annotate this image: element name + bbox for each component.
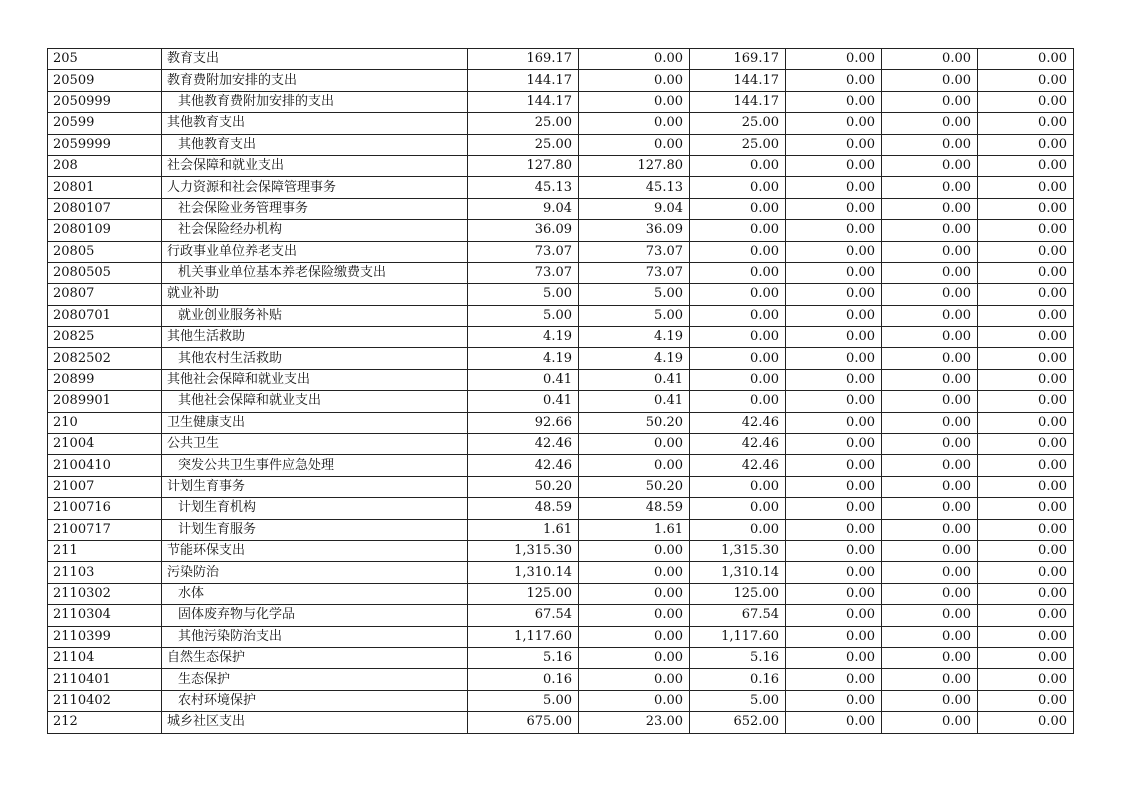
amount-cell: 169.17 bbox=[690, 49, 786, 70]
amount-cell: 45.13 bbox=[579, 177, 690, 198]
amount-cell: 0.00 bbox=[882, 155, 978, 176]
amount-cell: 0.00 bbox=[786, 647, 882, 668]
amount-cell: 0.00 bbox=[690, 241, 786, 262]
amount-cell: 5.00 bbox=[468, 284, 579, 305]
table-row bbox=[48, 155, 1074, 176]
amount-cell: 144.17 bbox=[468, 70, 579, 91]
amount-cell: 0.00 bbox=[882, 498, 978, 519]
amount-cell: 0.00 bbox=[786, 49, 882, 70]
subject-name-cell: 突发公共卫生事件应急处理 bbox=[162, 455, 468, 476]
subject-code-cell: 21007 bbox=[48, 476, 162, 497]
subject-code-cell: 2082502 bbox=[48, 348, 162, 369]
amount-cell: 0.00 bbox=[690, 198, 786, 219]
budget-table-container bbox=[47, 48, 1074, 734]
subject-code-cell: 2110402 bbox=[48, 690, 162, 711]
amount-cell: 0.41 bbox=[579, 369, 690, 390]
amount-cell: 0.00 bbox=[579, 540, 690, 561]
amount-cell: 0.00 bbox=[579, 455, 690, 476]
amount-cell: 50.20 bbox=[468, 476, 579, 497]
subject-name-cell: 就业创业服务补贴 bbox=[162, 305, 468, 326]
amount-cell: 5.00 bbox=[579, 284, 690, 305]
amount-cell: 0.00 bbox=[786, 412, 882, 433]
amount-cell: 92.66 bbox=[468, 412, 579, 433]
amount-cell: 0.00 bbox=[786, 540, 882, 561]
amount-cell: 0.00 bbox=[786, 519, 882, 540]
amount-cell: 25.00 bbox=[690, 134, 786, 155]
amount-cell: 0.00 bbox=[978, 391, 1074, 412]
amount-cell: 0.00 bbox=[786, 91, 882, 112]
amount-cell: 0.00 bbox=[579, 690, 690, 711]
amount-cell: 0.00 bbox=[690, 348, 786, 369]
table-row bbox=[48, 134, 1074, 155]
subject-name-cell: 其他社会保障和就业支出 bbox=[162, 391, 468, 412]
amount-cell: 169.17 bbox=[468, 49, 579, 70]
amount-cell: 0.00 bbox=[882, 412, 978, 433]
amount-cell: 0.00 bbox=[978, 327, 1074, 348]
amount-cell: 0.00 bbox=[786, 305, 882, 326]
subject-code-cell: 20807 bbox=[48, 284, 162, 305]
amount-cell: 4.19 bbox=[468, 348, 579, 369]
amount-cell: 25.00 bbox=[468, 113, 579, 134]
amount-cell: 5.16 bbox=[690, 647, 786, 668]
subject-code-cell: 20509 bbox=[48, 70, 162, 91]
amount-cell: 0.00 bbox=[882, 177, 978, 198]
amount-cell: 0.00 bbox=[978, 434, 1074, 455]
table-row bbox=[48, 690, 1074, 711]
amount-cell: 0.00 bbox=[978, 220, 1074, 241]
subject-name-cell: 社会保障和就业支出 bbox=[162, 155, 468, 176]
table-row bbox=[48, 241, 1074, 262]
amount-cell: 0.00 bbox=[882, 583, 978, 604]
subject-code-cell: 2080107 bbox=[48, 198, 162, 219]
amount-cell: 0.00 bbox=[579, 583, 690, 604]
amount-cell: 0.00 bbox=[882, 198, 978, 219]
table-row bbox=[48, 498, 1074, 519]
amount-cell: 1.61 bbox=[579, 519, 690, 540]
subject-name-cell: 社会保险经办机构 bbox=[162, 220, 468, 241]
amount-cell: 45.13 bbox=[468, 177, 579, 198]
amount-cell: 0.00 bbox=[882, 455, 978, 476]
table-row bbox=[48, 198, 1074, 219]
amount-cell: 0.41 bbox=[468, 369, 579, 390]
amount-cell: 0.41 bbox=[579, 391, 690, 412]
amount-cell: 0.00 bbox=[786, 348, 882, 369]
table-row bbox=[48, 284, 1074, 305]
table-row bbox=[48, 113, 1074, 134]
amount-cell: 0.00 bbox=[882, 540, 978, 561]
amount-cell: 0.00 bbox=[882, 70, 978, 91]
subject-code-cell: 2080109 bbox=[48, 220, 162, 241]
amount-cell: 0.00 bbox=[786, 113, 882, 134]
subject-name-cell: 其他社会保障和就业支出 bbox=[162, 369, 468, 390]
amount-cell: 0.00 bbox=[978, 583, 1074, 604]
budget-table bbox=[47, 48, 1074, 734]
amount-cell: 0.00 bbox=[786, 583, 882, 604]
amount-cell: 125.00 bbox=[468, 583, 579, 604]
subject-name-cell: 机关事业单位基本养老保险缴费支出 bbox=[162, 262, 468, 283]
amount-cell: 0.00 bbox=[978, 498, 1074, 519]
amount-cell: 0.00 bbox=[978, 348, 1074, 369]
subject-code-cell: 2110399 bbox=[48, 626, 162, 647]
amount-cell: 0.00 bbox=[690, 284, 786, 305]
amount-cell: 0.00 bbox=[786, 626, 882, 647]
amount-cell: 25.00 bbox=[690, 113, 786, 134]
amount-cell: 1,310.14 bbox=[468, 562, 579, 583]
amount-cell: 5.00 bbox=[690, 690, 786, 711]
subject-name-cell: 其他教育支出 bbox=[162, 113, 468, 134]
amount-cell: 0.00 bbox=[978, 305, 1074, 326]
amount-cell: 1,117.60 bbox=[468, 626, 579, 647]
subject-name-cell: 水体 bbox=[162, 583, 468, 604]
amount-cell: 0.00 bbox=[579, 669, 690, 690]
table-row bbox=[48, 476, 1074, 497]
table-row bbox=[48, 562, 1074, 583]
amount-cell: 0.00 bbox=[882, 49, 978, 70]
amount-cell: 4.19 bbox=[579, 327, 690, 348]
subject-name-cell: 其他污染防治支出 bbox=[162, 626, 468, 647]
table-row bbox=[48, 669, 1074, 690]
amount-cell: 0.00 bbox=[786, 70, 882, 91]
subject-code-cell: 20899 bbox=[48, 369, 162, 390]
amount-cell: 0.00 bbox=[882, 690, 978, 711]
amount-cell: 1,310.14 bbox=[690, 562, 786, 583]
table-row bbox=[48, 348, 1074, 369]
table-row bbox=[48, 434, 1074, 455]
subject-code-cell: 2110401 bbox=[48, 669, 162, 690]
amount-cell: 144.17 bbox=[468, 91, 579, 112]
amount-cell: 0.16 bbox=[468, 669, 579, 690]
subject-name-cell: 卫生健康支出 bbox=[162, 412, 468, 433]
table-row bbox=[48, 647, 1074, 668]
subject-name-cell: 其他生活救助 bbox=[162, 327, 468, 348]
table-row bbox=[48, 49, 1074, 70]
subject-code-cell: 21104 bbox=[48, 647, 162, 668]
amount-cell: 0.00 bbox=[690, 262, 786, 283]
amount-cell: 0.00 bbox=[882, 562, 978, 583]
amount-cell: 144.17 bbox=[690, 91, 786, 112]
amount-cell: 0.00 bbox=[882, 91, 978, 112]
amount-cell: 0.00 bbox=[978, 262, 1074, 283]
amount-cell: 0.00 bbox=[786, 284, 882, 305]
amount-cell: 127.80 bbox=[468, 155, 579, 176]
amount-cell: 48.59 bbox=[579, 498, 690, 519]
table-row bbox=[48, 626, 1074, 647]
amount-cell: 0.00 bbox=[882, 113, 978, 134]
amount-cell: 0.00 bbox=[978, 455, 1074, 476]
subject-name-cell: 节能环保支出 bbox=[162, 540, 468, 561]
amount-cell: 0.00 bbox=[786, 241, 882, 262]
amount-cell: 0.00 bbox=[690, 327, 786, 348]
amount-cell: 0.00 bbox=[579, 113, 690, 134]
amount-cell: 0.00 bbox=[786, 562, 882, 583]
amount-cell: 0.00 bbox=[690, 177, 786, 198]
amount-cell: 48.59 bbox=[468, 498, 579, 519]
amount-cell: 0.41 bbox=[468, 391, 579, 412]
amount-cell: 5.16 bbox=[468, 647, 579, 668]
subject-name-cell: 教育支出 bbox=[162, 49, 468, 70]
table-row bbox=[48, 540, 1074, 561]
amount-cell: 0.00 bbox=[882, 519, 978, 540]
subject-name-cell: 污染防治 bbox=[162, 562, 468, 583]
amount-cell: 5.00 bbox=[468, 305, 579, 326]
subject-name-cell: 行政事业单位养老支出 bbox=[162, 241, 468, 262]
subject-name-cell: 其他农村生活救助 bbox=[162, 348, 468, 369]
amount-cell: 0.00 bbox=[978, 412, 1074, 433]
subject-code-cell: 2100717 bbox=[48, 519, 162, 540]
subject-name-cell: 公共卫生 bbox=[162, 434, 468, 455]
amount-cell: 0.00 bbox=[978, 91, 1074, 112]
amount-cell: 67.54 bbox=[690, 605, 786, 626]
subject-code-cell: 210 bbox=[48, 412, 162, 433]
amount-cell: 0.00 bbox=[882, 647, 978, 668]
amount-cell: 0.00 bbox=[978, 369, 1074, 390]
amount-cell: 0.00 bbox=[690, 369, 786, 390]
amount-cell: 0.00 bbox=[690, 305, 786, 326]
amount-cell: 0.00 bbox=[978, 177, 1074, 198]
table-row bbox=[48, 583, 1074, 604]
table-row bbox=[48, 391, 1074, 412]
table-row bbox=[48, 220, 1074, 241]
amount-cell: 0.00 bbox=[579, 434, 690, 455]
subject-name-cell: 其他教育支出 bbox=[162, 134, 468, 155]
amount-cell: 0.00 bbox=[978, 519, 1074, 540]
amount-cell: 0.00 bbox=[882, 134, 978, 155]
amount-cell: 9.04 bbox=[468, 198, 579, 219]
table-row bbox=[48, 91, 1074, 112]
subject-code-cell: 2080701 bbox=[48, 305, 162, 326]
subject-code-cell: 205 bbox=[48, 49, 162, 70]
amount-cell: 1,315.30 bbox=[690, 540, 786, 561]
amount-cell: 1,117.60 bbox=[690, 626, 786, 647]
amount-cell: 1,315.30 bbox=[468, 540, 579, 561]
amount-cell: 0.00 bbox=[978, 540, 1074, 561]
table-row bbox=[48, 70, 1074, 91]
subject-code-cell: 20825 bbox=[48, 327, 162, 348]
subject-code-cell: 2050999 bbox=[48, 91, 162, 112]
subject-name-cell: 农村环境保护 bbox=[162, 690, 468, 711]
amount-cell: 0.00 bbox=[978, 647, 1074, 668]
subject-code-cell: 211 bbox=[48, 540, 162, 561]
amount-cell: 0.00 bbox=[978, 605, 1074, 626]
amount-cell: 73.07 bbox=[579, 262, 690, 283]
amount-cell: 9.04 bbox=[579, 198, 690, 219]
subject-name-cell: 生态保护 bbox=[162, 669, 468, 690]
subject-code-cell: 2080505 bbox=[48, 262, 162, 283]
amount-cell: 0.00 bbox=[786, 177, 882, 198]
amount-cell: 0.00 bbox=[579, 70, 690, 91]
table-row bbox=[48, 712, 1074, 733]
amount-cell: 675.00 bbox=[468, 712, 579, 733]
amount-cell: 0.00 bbox=[786, 605, 882, 626]
subject-name-cell: 人力资源和社会保障管理事务 bbox=[162, 177, 468, 198]
amount-cell: 125.00 bbox=[690, 583, 786, 604]
amount-cell: 0.00 bbox=[690, 155, 786, 176]
subject-code-cell: 2110302 bbox=[48, 583, 162, 604]
amount-cell: 0.00 bbox=[978, 70, 1074, 91]
amount-cell: 0.00 bbox=[786, 455, 882, 476]
amount-cell: 0.00 bbox=[690, 391, 786, 412]
amount-cell: 0.00 bbox=[786, 369, 882, 390]
amount-cell: 0.00 bbox=[978, 198, 1074, 219]
subject-name-cell: 城乡社区支出 bbox=[162, 712, 468, 733]
amount-cell: 42.46 bbox=[690, 434, 786, 455]
amount-cell: 73.07 bbox=[468, 262, 579, 283]
amount-cell: 0.00 bbox=[978, 476, 1074, 497]
amount-cell: 0.00 bbox=[690, 498, 786, 519]
amount-cell: 0.00 bbox=[978, 562, 1074, 583]
table-row bbox=[48, 262, 1074, 283]
amount-cell: 0.00 bbox=[978, 712, 1074, 733]
amount-cell: 36.09 bbox=[579, 220, 690, 241]
table-row bbox=[48, 177, 1074, 198]
amount-cell: 0.00 bbox=[882, 669, 978, 690]
amount-cell: 0.00 bbox=[882, 262, 978, 283]
amount-cell: 0.00 bbox=[882, 476, 978, 497]
subject-name-cell: 固体废弃物与化学品 bbox=[162, 605, 468, 626]
amount-cell: 0.00 bbox=[882, 391, 978, 412]
amount-cell: 0.00 bbox=[579, 626, 690, 647]
table-row bbox=[48, 519, 1074, 540]
amount-cell: 0.00 bbox=[786, 690, 882, 711]
subject-name-cell: 自然生态保护 bbox=[162, 647, 468, 668]
amount-cell: 0.00 bbox=[882, 327, 978, 348]
subject-code-cell: 2089901 bbox=[48, 391, 162, 412]
table-row bbox=[48, 305, 1074, 326]
amount-cell: 67.54 bbox=[468, 605, 579, 626]
subject-code-cell: 2100410 bbox=[48, 455, 162, 476]
amount-cell: 42.46 bbox=[690, 455, 786, 476]
subject-name-cell: 社会保险业务管理事务 bbox=[162, 198, 468, 219]
subject-name-cell: 其他教育费附加安排的支出 bbox=[162, 91, 468, 112]
subject-name-cell: 计划生育机构 bbox=[162, 498, 468, 519]
amount-cell: 5.00 bbox=[579, 305, 690, 326]
amount-cell: 0.00 bbox=[786, 220, 882, 241]
amount-cell: 23.00 bbox=[579, 712, 690, 733]
amount-cell: 0.00 bbox=[978, 49, 1074, 70]
amount-cell: 50.20 bbox=[579, 412, 690, 433]
amount-cell: 0.00 bbox=[882, 626, 978, 647]
subject-code-cell: 2110304 bbox=[48, 605, 162, 626]
amount-cell: 0.00 bbox=[882, 348, 978, 369]
table-row bbox=[48, 455, 1074, 476]
amount-cell: 0.00 bbox=[786, 712, 882, 733]
amount-cell: 1.61 bbox=[468, 519, 579, 540]
amount-cell: 0.00 bbox=[882, 369, 978, 390]
amount-cell: 0.00 bbox=[579, 647, 690, 668]
amount-cell: 0.00 bbox=[786, 198, 882, 219]
amount-cell: 0.00 bbox=[579, 134, 690, 155]
amount-cell: 0.00 bbox=[882, 605, 978, 626]
amount-cell: 0.00 bbox=[579, 562, 690, 583]
amount-cell: 0.00 bbox=[882, 220, 978, 241]
amount-cell: 144.17 bbox=[690, 70, 786, 91]
subject-code-cell: 20805 bbox=[48, 241, 162, 262]
amount-cell: 42.46 bbox=[690, 412, 786, 433]
amount-cell: 0.00 bbox=[786, 669, 882, 690]
amount-cell: 0.00 bbox=[690, 519, 786, 540]
amount-cell: 0.00 bbox=[786, 476, 882, 497]
amount-cell: 0.00 bbox=[978, 626, 1074, 647]
subject-code-cell: 21103 bbox=[48, 562, 162, 583]
amount-cell: 0.00 bbox=[882, 241, 978, 262]
subject-name-cell: 教育费附加安排的支出 bbox=[162, 70, 468, 91]
amount-cell: 5.00 bbox=[468, 690, 579, 711]
amount-cell: 0.00 bbox=[579, 49, 690, 70]
subject-code-cell: 20599 bbox=[48, 113, 162, 134]
amount-cell: 652.00 bbox=[690, 712, 786, 733]
subject-code-cell: 21004 bbox=[48, 434, 162, 455]
amount-cell: 0.00 bbox=[978, 284, 1074, 305]
amount-cell: 50.20 bbox=[579, 476, 690, 497]
subject-code-cell: 20801 bbox=[48, 177, 162, 198]
amount-cell: 0.00 bbox=[882, 284, 978, 305]
subject-code-cell: 208 bbox=[48, 155, 162, 176]
amount-cell: 0.00 bbox=[786, 262, 882, 283]
amount-cell: 0.00 bbox=[786, 327, 882, 348]
amount-cell: 0.00 bbox=[786, 434, 882, 455]
amount-cell: 0.00 bbox=[786, 498, 882, 519]
amount-cell: 0.00 bbox=[978, 113, 1074, 134]
table-row bbox=[48, 327, 1074, 348]
subject-name-cell: 计划生育服务 bbox=[162, 519, 468, 540]
subject-name-cell: 计划生育事务 bbox=[162, 476, 468, 497]
table-row bbox=[48, 412, 1074, 433]
budget-table-body bbox=[48, 49, 1074, 734]
amount-cell: 0.00 bbox=[978, 241, 1074, 262]
amount-cell: 42.46 bbox=[468, 455, 579, 476]
amount-cell: 0.00 bbox=[786, 391, 882, 412]
amount-cell: 0.16 bbox=[690, 669, 786, 690]
amount-cell: 0.00 bbox=[579, 605, 690, 626]
amount-cell: 0.00 bbox=[978, 669, 1074, 690]
amount-cell: 0.00 bbox=[882, 434, 978, 455]
amount-cell: 25.00 bbox=[468, 134, 579, 155]
amount-cell: 0.00 bbox=[978, 690, 1074, 711]
subject-code-cell: 2100716 bbox=[48, 498, 162, 519]
amount-cell: 0.00 bbox=[786, 134, 882, 155]
amount-cell: 0.00 bbox=[786, 155, 882, 176]
amount-cell: 36.09 bbox=[468, 220, 579, 241]
amount-cell: 127.80 bbox=[579, 155, 690, 176]
subject-code-cell: 2059999 bbox=[48, 134, 162, 155]
amount-cell: 0.00 bbox=[690, 476, 786, 497]
table-row bbox=[48, 369, 1074, 390]
table-row bbox=[48, 605, 1074, 626]
amount-cell: 0.00 bbox=[882, 712, 978, 733]
amount-cell: 4.19 bbox=[579, 348, 690, 369]
amount-cell: 4.19 bbox=[468, 327, 579, 348]
amount-cell: 0.00 bbox=[882, 305, 978, 326]
amount-cell: 73.07 bbox=[468, 241, 579, 262]
amount-cell: 0.00 bbox=[579, 91, 690, 112]
amount-cell: 0.00 bbox=[978, 134, 1074, 155]
amount-cell: 42.46 bbox=[468, 434, 579, 455]
amount-cell: 0.00 bbox=[978, 155, 1074, 176]
amount-cell: 0.00 bbox=[690, 220, 786, 241]
amount-cell: 73.07 bbox=[579, 241, 690, 262]
subject-code-cell: 212 bbox=[48, 712, 162, 733]
subject-name-cell: 就业补助 bbox=[162, 284, 468, 305]
